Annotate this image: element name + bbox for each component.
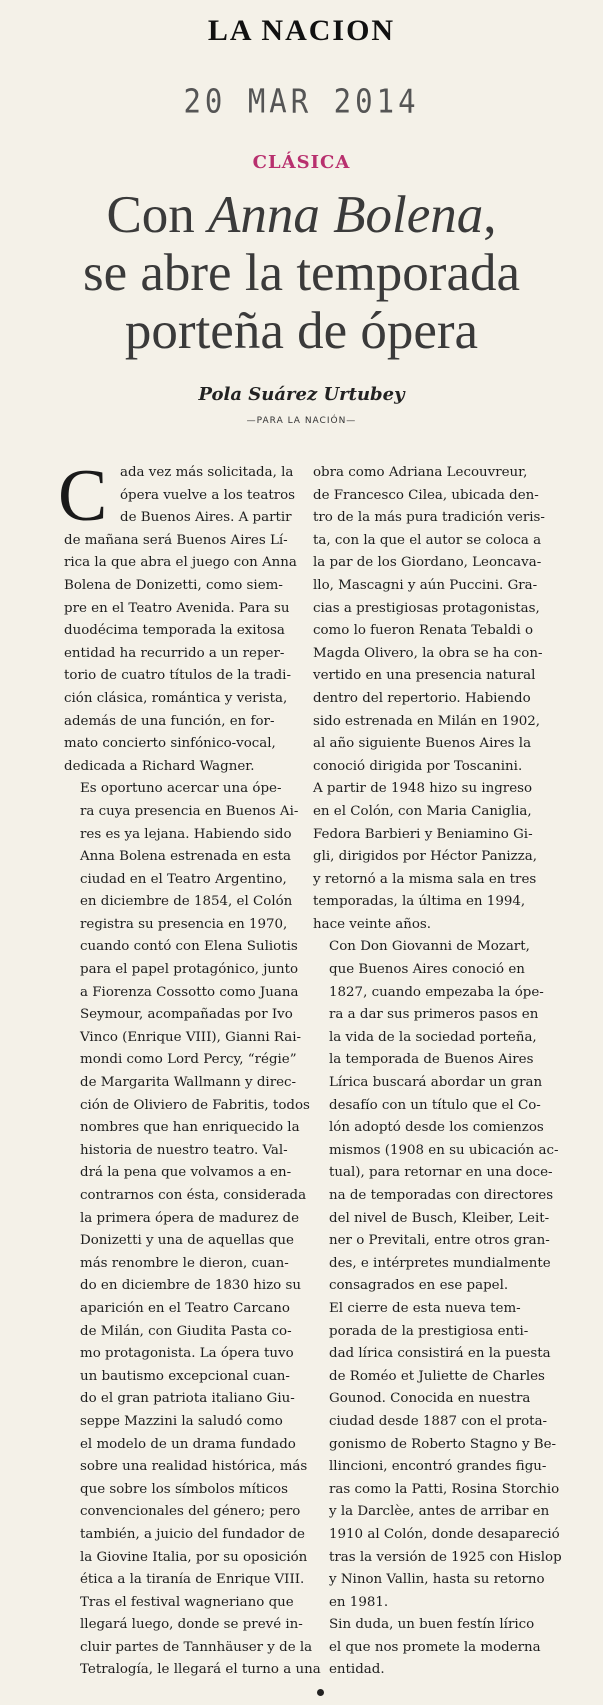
text-line: contrarnos con ésta, considerada — [80, 1188, 307, 1203]
text-line: más renombre le dieron, cuan- — [80, 1255, 289, 1271]
text-line: gonismo de Roberto Stagno y Be- — [329, 1436, 557, 1452]
text-line: Donizetti y una de aquellas que — [80, 1233, 294, 1249]
text-line: para el papel protagónico, junto — [80, 962, 299, 978]
date-stamp: 20 MAR 2014 — [183, 81, 420, 121]
text-line: Gounod. Conocida en nuestra — [329, 1391, 531, 1407]
text-line: sobre una realidad histórica, más — [80, 1459, 308, 1475]
text-line: llo, Mascagni y aún Puccini. Gra- — [313, 577, 538, 593]
headline-line-2: se abre la temporada — [82, 244, 521, 302]
text-line: ada vez más solicitada, la — [120, 465, 294, 480]
text-line: drá la pena que volvamos a en- — [80, 1165, 292, 1181]
text-line: y Ninon Vallin, hasta su retorno — [329, 1572, 545, 1588]
text-line: de Roméo et Juliette de Charles — [329, 1368, 545, 1384]
text-line: 1827, cuando empezaba la ópe- — [329, 984, 544, 1000]
text-line: entidad ha recurrido a un reper- — [64, 645, 285, 661]
text-line: ética a la tiranía de Enrique VIII. — [80, 1572, 305, 1588]
section-label: CLÁSICA — [252, 152, 351, 173]
text-line: Fedora Barbieri y Beniamino Gi- — [313, 826, 533, 842]
text-line: en diciembre de 1854, el Colón — [80, 894, 293, 910]
paragraph-6 — [313, 1298, 562, 1614]
text-line: Bolena de Donizetti, como siem- — [64, 577, 283, 593]
text-line: hace veinte años. — [313, 916, 432, 932]
text-line: ción clásica, romántica y verista, — [64, 690, 288, 706]
text-line: tro de la más pura tradición veris- — [313, 510, 545, 526]
text-line: el que nos promete la moderna — [329, 1639, 541, 1655]
text-line: registra su presencia en 1970, — [80, 916, 288, 932]
text-line: llegará luego, donde se prevé in- — [80, 1617, 303, 1633]
headline-line-1: Con Anna Bolena, — [106, 186, 497, 244]
text-line: la Giovine Italia, por su oposición — [80, 1549, 308, 1565]
text-line: na de temporadas con directores — [329, 1188, 554, 1203]
text-line: convencionales del género; pero — [80, 1504, 301, 1520]
text-line: tras la versión de 1925 con Hislop — [329, 1549, 562, 1565]
text-line: historia de nuestro teatro. Val- — [80, 1142, 288, 1158]
text-line: tual), para retornar en una doce- — [329, 1165, 553, 1181]
text-line: ner o Previtali, entre otros gran- — [329, 1233, 550, 1249]
drop-cap: C — [58, 455, 108, 537]
text-line: la vida de la sociedad porteña, — [329, 1029, 537, 1045]
headline-line-3: porteña de ópera — [124, 302, 479, 360]
text-line: sido estrenada en Milán en 1902, — [313, 713, 541, 729]
text-line: de Margarita Wallmann y direc- — [80, 1075, 297, 1091]
text-line: en el Colón, con Maria Caniglia, — [313, 803, 532, 819]
text-line: lón adoptó desde los comienzos — [329, 1120, 544, 1136]
text-line: cuando contó con Elena Suliotis — [80, 939, 298, 955]
text-line: la temporada de Buenos Aires — [329, 1052, 534, 1068]
text-line: que Buenos Aires conoció en — [329, 962, 525, 978]
text-line: aparición en el Teatro Carcano — [80, 1300, 290, 1316]
text-line: del nivel de Busch, Kleiber, Leit- — [329, 1210, 550, 1226]
text-line: ópera vuelve a los teatros — [120, 487, 296, 503]
text-line: obra como Adriana Lecouvreur, — [313, 465, 528, 480]
text-line: también, a juicio del fundador de — [80, 1526, 305, 1542]
text-line: como lo fueron Renata Tebaldi o — [313, 623, 534, 639]
text-line: vertido en una presencia natural — [313, 668, 536, 684]
text-line: nombres que han enriquecido la — [80, 1120, 300, 1136]
text-line: ras como la Patti, Rosina Storchio — [329, 1481, 560, 1497]
article-column-2 — [313, 462, 562, 1705]
byline: Pola Suárez Urtubey — [198, 384, 405, 405]
text-line: Lírica buscará abordar un gran — [329, 1075, 543, 1091]
text-line: torio de cuatro títulos de la tradi- — [64, 668, 291, 684]
text-line: llincioni, encontró grandes figu- — [329, 1459, 547, 1475]
text-line: además de una función, en for- — [64, 713, 275, 729]
paragraph-5 — [313, 936, 559, 1298]
text-line: Vinco (Enrique VIII), Gianni Rai- — [80, 1029, 302, 1045]
text-line: Tras el festival wagneriano que — [80, 1594, 294, 1610]
text-line: ciudad desde 1887 con el prota- — [329, 1413, 548, 1429]
text-line: en 1981. — [329, 1594, 389, 1610]
text-line: entidad. — [329, 1662, 385, 1678]
text-line: mondi como Lord Percy, “régie” — [80, 1052, 297, 1068]
text-line: pre en el Teatro Avenida. Para su — [64, 600, 290, 616]
text-line: la par de los Giordano, Leoncava- — [313, 555, 542, 571]
text-line: que sobre los símbolos míticos — [80, 1481, 288, 1497]
text-line: ra cuya presencia en Buenos Ai- — [80, 803, 299, 819]
text-line: de Buenos Aires. A partir — [120, 510, 292, 526]
text-line: cias a prestigiosas protagonistas, — [313, 600, 540, 616]
text-line: conoció dirigida por Toscanini. — [313, 758, 523, 774]
text-line: El cierre de esta nueva tem- — [329, 1300, 521, 1316]
text-line: A partir de 1948 hizo su ingreso — [313, 781, 533, 797]
text-line: y retornó a la misma sala en tres — [313, 871, 537, 887]
text-line: Con Don Giovanni de Mozart, — [329, 939, 530, 955]
text-line: desafío con un título que el Co- — [329, 1097, 541, 1113]
text-line: a Fiorenza Cossotto como Juana — [80, 984, 299, 1000]
text-line: do en diciembre de 1830 hizo su — [80, 1278, 301, 1294]
text-line: mato concierto sinfónico-vocal, — [64, 736, 276, 752]
text-line: res es ya lejana. Habiendo sido — [80, 826, 292, 842]
text-line: ra a dar sus primeros pasos en — [329, 1007, 539, 1023]
text-line: des, e intérpretes mundialmente — [329, 1255, 551, 1271]
text-line: mo protagonista. La ópera tuvo — [80, 1346, 294, 1362]
paragraph-7 — [313, 1614, 554, 1704]
text-line: ta, con la que el autor se coloca a — [313, 532, 542, 548]
text-line: Seymour, acompañadas por Ivo — [80, 1007, 293, 1023]
text-line: de Milán, con Giudita Pasta co- — [80, 1323, 292, 1339]
headline — [10, 186, 593, 360]
text-line: Tetralogía, le llegará el turno a una — [80, 1662, 321, 1678]
text-line: la primera ópera de madurez de — [80, 1210, 300, 1226]
text-line: consagrados en ese papel. — [329, 1278, 509, 1294]
byline-credit: —PARA LA NACIÓN— — [246, 416, 357, 426]
newspaper-masthead: LA NACION — [207, 14, 396, 47]
text-line: 1910 al Colón, donde desapareció — [329, 1526, 560, 1542]
text-line: seppe Mazzini la saludó como — [80, 1413, 283, 1429]
text-line: duodécima temporada la exitosa — [64, 623, 285, 639]
text-line: de mañana será Buenos Aires Lí- — [64, 532, 288, 548]
paragraph-2 — [64, 778, 310, 1591]
paragraph-4 — [313, 462, 554, 936]
text-line: Anna Bolena estrenada en esta — [80, 849, 292, 865]
text-line: un bautismo excepcional cuan- — [80, 1368, 290, 1384]
text-line: de Francesco Cilea, ubicada den- — [313, 487, 539, 503]
text-line: do el gran patriota italiano Giu- — [80, 1391, 295, 1407]
text-line: ciudad en el Teatro Argentino, — [80, 871, 287, 887]
text-line: ción de Oliviero de Fabritis, todos — [80, 1097, 310, 1113]
text-line: dedicada a Richard Wagner. — [64, 758, 255, 774]
text-line: cluir partes de Tannhäuser y de la — [80, 1639, 313, 1655]
text-line: al año siguiente Buenos Aires la — [313, 736, 532, 752]
text-line: porada de la prestigiosa enti- — [329, 1323, 529, 1339]
paragraph-3 — [64, 1592, 321, 1682]
text-line: Es oportuno acercar una ópe- — [80, 781, 282, 797]
text-line: Sin duda, un buen festín lírico — [329, 1617, 535, 1633]
article-column-1 — [58, 455, 321, 1682]
text-line: dad lírica consistirá en la puesta — [329, 1346, 551, 1362]
text-line: rica la que abra el juego con Anna — [64, 555, 297, 571]
text-line: el modelo de un drama fundado — [80, 1436, 296, 1452]
end-of-article-mark — [317, 1689, 324, 1696]
text-line: temporadas, la última en 1994, — [313, 894, 526, 910]
text-line: dentro del repertorio. Habiendo — [313, 690, 531, 706]
paragraph-1 — [58, 455, 297, 778]
text-line: gli, dirigidos por Héctor Panizza, — [313, 849, 537, 865]
text-line: y la Darclèe, antes de arribar en — [329, 1504, 550, 1520]
text-line: Magda Olivero, la obra se ha con- — [313, 645, 543, 661]
text-line: mismos (1908 en su ubicación ac- — [329, 1142, 559, 1158]
